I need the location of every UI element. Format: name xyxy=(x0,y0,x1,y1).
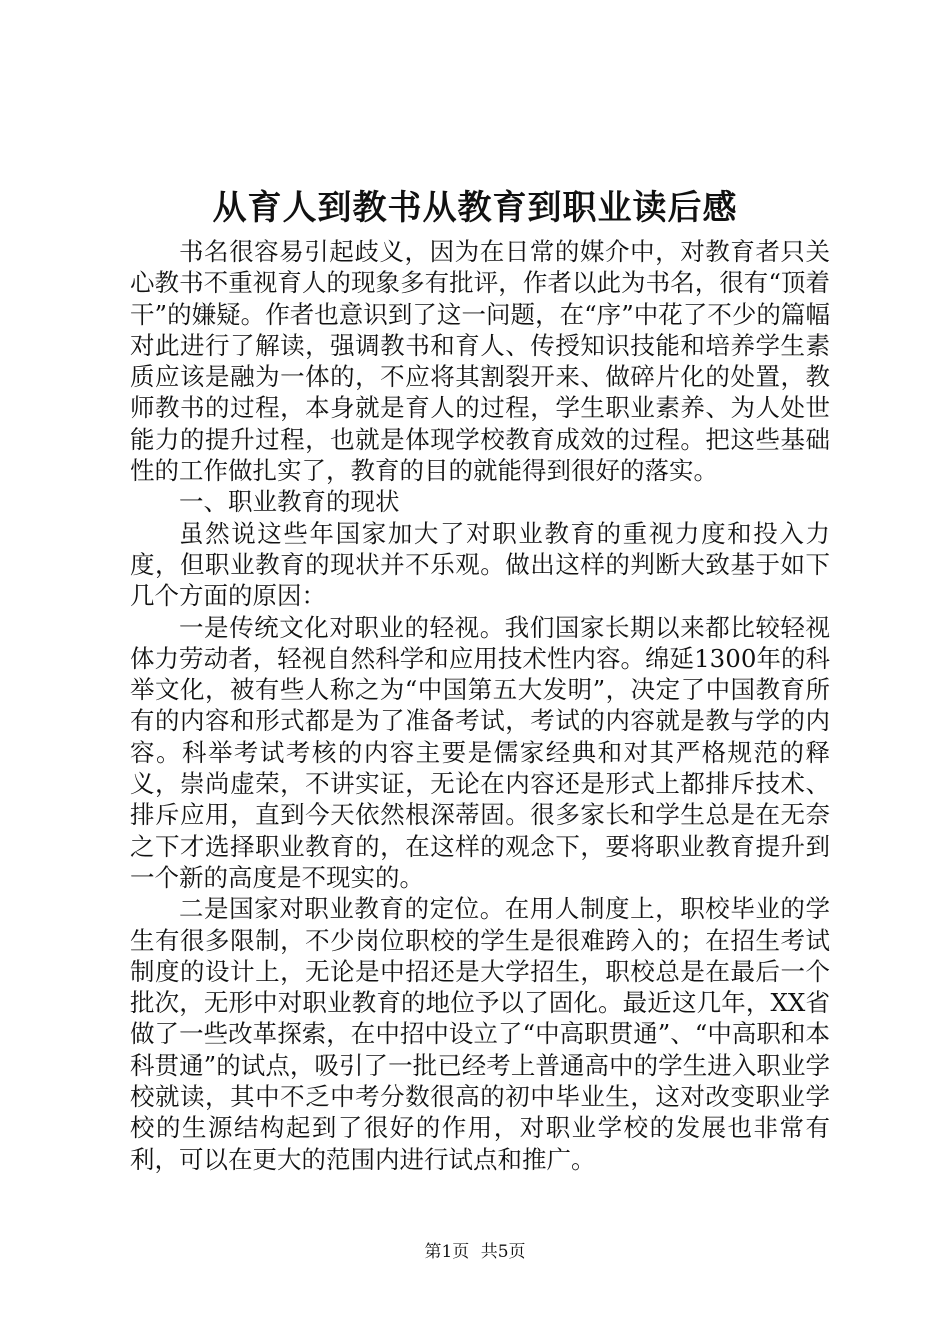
document-title: 从育人到教书从教育到职业读后感 xyxy=(212,188,738,228)
paragraph-reason-culture: 一是传统文化对职业的轻视。我们国家长期以来都比较轻视体力劳动者，轻视自然科学和应用技术性内容。绵延1300年的科举文化，被有些人称之为“中国第五大发明”，决定了中国教育所有的内容和形式都是为了准备考试，考试的内容就是教与学的内容。科举考试考核的内容主要是儒家经典和对其严格规范的释义，崇尚虚荣，不讲实证，无论在内容还是形式上都排斥技术、排斥应用，直到今天依然根深蒂固。很多家长和学生总是在无奈之下才选择职业教育的，在这样的观念下，要将职业教育提升到一个新的高度是不现实的。 xyxy=(130,612,830,892)
page-total: 共5页 xyxy=(480,1242,526,1262)
paragraph-status-overview: 虽然说这些年国家加大了对职业教育的重视力度和投入力度，但职业教育的现状并不乐观。做出这样的判断大致基于如下几个方面的原因： xyxy=(130,518,830,611)
paragraph-reason-policy: 二是国家对职业教育的定位。在用人制度上，职校毕业的学生有很多限制，不少岗位职校的学生是很难跨入的；在招生考试制度的设计上，无论是中招还是大学招生，职校总是在最后一个批次，无形中对职业教育的地位予以了固化。最近这几年，XX省做了一些改革探索，在中招中设立了“中高职贯通”、“中高职和本科贯通”的试点，吸引了一批已经考上普通高中的学生进入职业学校就读，其中不乏中考分数很高的初中毕业生，这对改变职业学校的生源结构起到了很好的作用，对职业学校的发展也非常有利，可以在更大的范围内进行试点和推广。 xyxy=(130,894,830,1174)
page-footer xyxy=(0,1240,950,1264)
document-body xyxy=(130,236,830,1175)
paragraph-intro: 书名很容易引起歧义，因为在日常的媒介中，对教育者只关心教书不重视育人的现象多有批评，作者以此为书名，很有“顶着干”的嫌疑。作者也意识到了这一问题，在“序”中花了不少的篇幅对此进行了解读，强调教书和育人、传授知识技能和培养学生素质应该是融为一体的，不应将其割裂开来、做碎片化的处置，教师教书的过程，本身就是育人的过程，学生职业素养、为人处世能力的提升过程，也就是体现学校教育成效的过程。把这些基础性的工作做扎实了，教育的目的就能得到很好的落实。 xyxy=(130,237,830,486)
page-number: 第1页 xyxy=(424,1242,470,1262)
section-heading-status: 一、职业教育的现状 xyxy=(179,487,400,517)
